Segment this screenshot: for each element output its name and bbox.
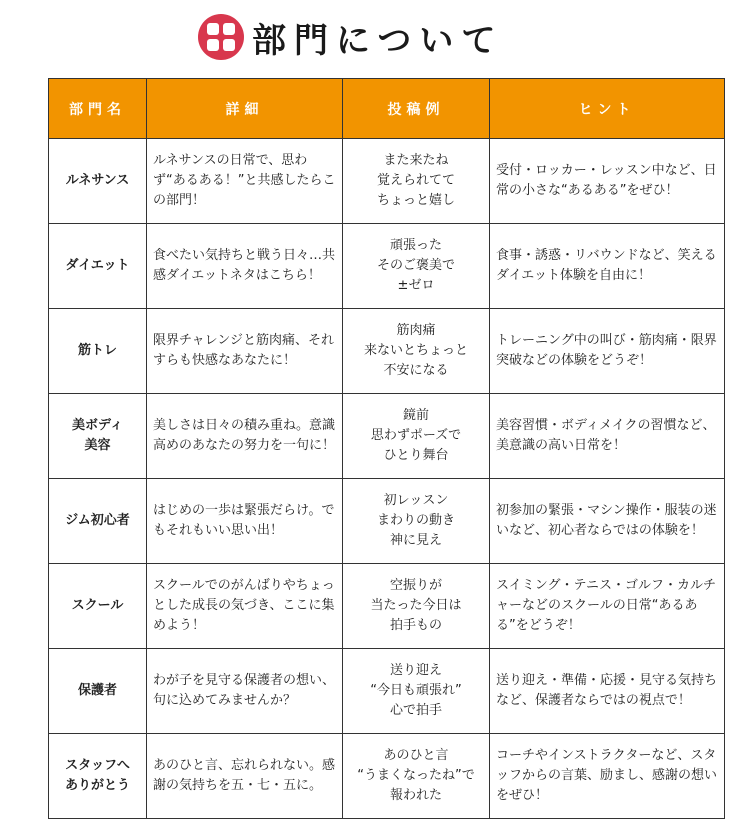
- department-hint: コーチやインストラクターなど、スタッフからの言葉、励まし、感謝の想いをぜひ！: [490, 734, 725, 819]
- department-table: [48, 78, 725, 819]
- table-row: [49, 139, 725, 224]
- department-name: スタッフへ ありがとう: [49, 734, 147, 819]
- department-detail: はじめの一歩は緊張だらけ。でもそれもいい思い出！: [147, 479, 343, 564]
- department-detail: あのひと言、忘れられない。感謝の気持ちを五・七・五に。: [147, 734, 343, 819]
- post-example: 筋肉痛 来ないとちょっと 不安になる: [343, 309, 490, 394]
- table-row: [49, 309, 725, 394]
- post-example: 鏡前 思わずポーズで ひとり舞台: [343, 394, 490, 479]
- column-header-name: 部門名: [49, 79, 147, 139]
- table-row: [49, 479, 725, 564]
- department-name: ダイエット: [49, 224, 147, 309]
- department-hint: 食事・誘惑・リバウンドなど、笑えるダイエット体験を自由に！: [490, 224, 725, 309]
- department-name: ルネサンス: [49, 139, 147, 224]
- page-header: [198, 12, 503, 62]
- department-hint: 送り迎え・準備・応援・見守る気持ちなど、保護者ならではの視点で！: [490, 649, 725, 734]
- post-example: 送り迎え “今日も頑張れ” 心で拍手: [343, 649, 490, 734]
- department-name: ジム初心者: [49, 479, 147, 564]
- post-example: 初レッスン まわりの動き 神に見え: [343, 479, 490, 564]
- page-title: 部門について: [252, 20, 504, 61]
- table-row: [49, 224, 725, 309]
- department-hint: スイミング・テニス・ゴルフ・カルチャーなどのスクールの日常“あるある”をどうぞ！: [490, 564, 725, 649]
- column-header-hint: ヒント: [490, 79, 725, 139]
- column-header-detail: 詳細: [147, 79, 343, 139]
- department-detail: 食べたい気持ちと戦う日々…共感ダイエットネタはこちら！: [147, 224, 343, 309]
- department-hint: 受付・ロッカー・レッスン中など、日常の小さな“あるある”をぜひ！: [490, 139, 725, 224]
- table-row: [49, 394, 725, 479]
- table-row: [49, 649, 725, 734]
- department-hint: トレーニング中の叫び・筋肉痛・限界突破などの体験をどうぞ！: [490, 309, 725, 394]
- department-name: 保護者: [49, 649, 147, 734]
- post-example: あのひと言 “うまくなったね”で 報われた: [343, 734, 490, 819]
- post-example: また来たね 覚えられてて ちょっと嬉し: [343, 139, 490, 224]
- department-name: 美ボディ 美容: [49, 394, 147, 479]
- department-detail: 限界チャレンジと筋肉痛、それすらも快感なあなたに！: [147, 309, 343, 394]
- department-hint: 美容習慣・ボディメイクの習慣など、美意識の高い日常を！: [490, 394, 725, 479]
- department-detail: ルネサンスの日常で、思わず“あるある！”と共感したらこの部門！: [147, 139, 343, 224]
- table-row: [49, 734, 725, 819]
- department-detail: スクールでのがんばりやちょっとした成長の気づき、ここに集めよう！: [147, 564, 343, 649]
- department-name: スクール: [49, 564, 147, 649]
- table-header-row: [49, 79, 725, 139]
- post-example: 空振りが 当たった今日は 拍手もの: [343, 564, 490, 649]
- post-example: 頑張った そのご褒美で ±ゼロ: [343, 224, 490, 309]
- department-detail: 美しさは日々の積み重ね。意識高めのあなたの努力を一句に！: [147, 394, 343, 479]
- department-name: 筋トレ: [49, 309, 147, 394]
- table-row: [49, 564, 725, 649]
- grid-icon: [198, 14, 244, 60]
- department-hint: 初参加の緊張・マシン操作・服装の迷いなど、初心者ならではの体験を！: [490, 479, 725, 564]
- column-header-example: 投稿例: [343, 79, 490, 139]
- department-detail: わが子を見守る保護者の想い、句に込めてみませんか？: [147, 649, 343, 734]
